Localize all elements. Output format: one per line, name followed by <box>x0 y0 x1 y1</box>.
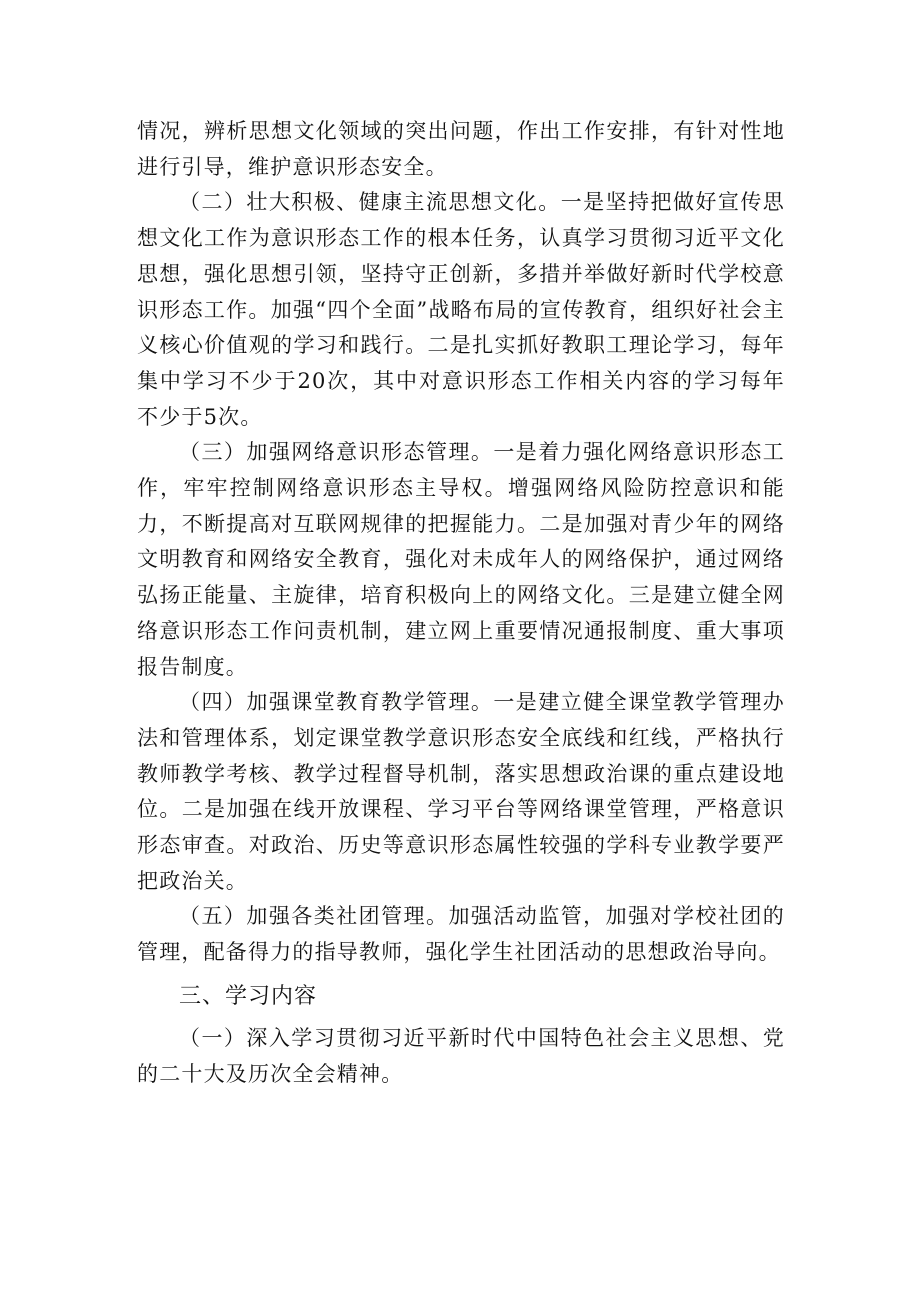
paragraph-section-2: （二）壮大积极、健康主流思想文化。一是坚持把做好宣传思想文化工作为意识形态工作的根本任务，认真学习贯彻习近平文化思想，强化思想引领，坚持守正创新，多措并举做好新时代学校意识形态工作。加强“四个全面”战略布局的宣传教育，组织好社会主义核心价值观的学习和践行。二是扎实抓好教职工理论学习，每年集中学习不少于20次，其中对意识形态工作相关内容的学习每年不少于5次。 <box>137 190 785 429</box>
paragraph-section-4: （四）加强课堂教育教学管理。一是建立健全课堂教学管理办法和管理体系，划定课堂教学意识形态安全底线和红线，严格执行教师教学考核、教学过程督导机制，落实思想政治课的重点建设地位。二是加强在线开放课程、学习平台等网络课堂管理，严格意识形态审查。对政治、历史等意识形态属性较强的学科专业教学要严把政治关。 <box>137 690 785 893</box>
paragraph-continuation: 情况，辨析思想文化领域的突出问题，作出工作安排，有针对性地进行引导，维护意识形态安全。 <box>137 119 785 179</box>
paragraph-section-3: （三）加强网络意识形态管理。一是着力强化网络意识形态工作，牢牢控制网络意识形态主导权。增强网络风险防控意识和能力，不断提高对互联网规律的把握能力。二是加强对青少年的网络文明教育和网络安全教育，强化对未成年人的网络保护，通过网络弘扬正能量、主旋律，培育积极向上的网络文化。三是建立健全网络意识形态工作问责机制，建立网上重要情况通报制度、重大事项报告制度。 <box>137 440 785 679</box>
section-heading: 三、学习内容 <box>179 983 318 1009</box>
paragraph-section-5: （五）加强各类社团管理。加强活动监管，加强对学校社团的管理，配备得力的指导教师，强化学生社团活动的思想政治导向。 <box>137 904 785 965</box>
paragraph-study-content-1: （一）深入学习贯彻习近平新时代中国特色社会主义思想、党的二十大及历次全会精神。 <box>137 1025 785 1086</box>
document-body <box>137 114 785 1092</box>
